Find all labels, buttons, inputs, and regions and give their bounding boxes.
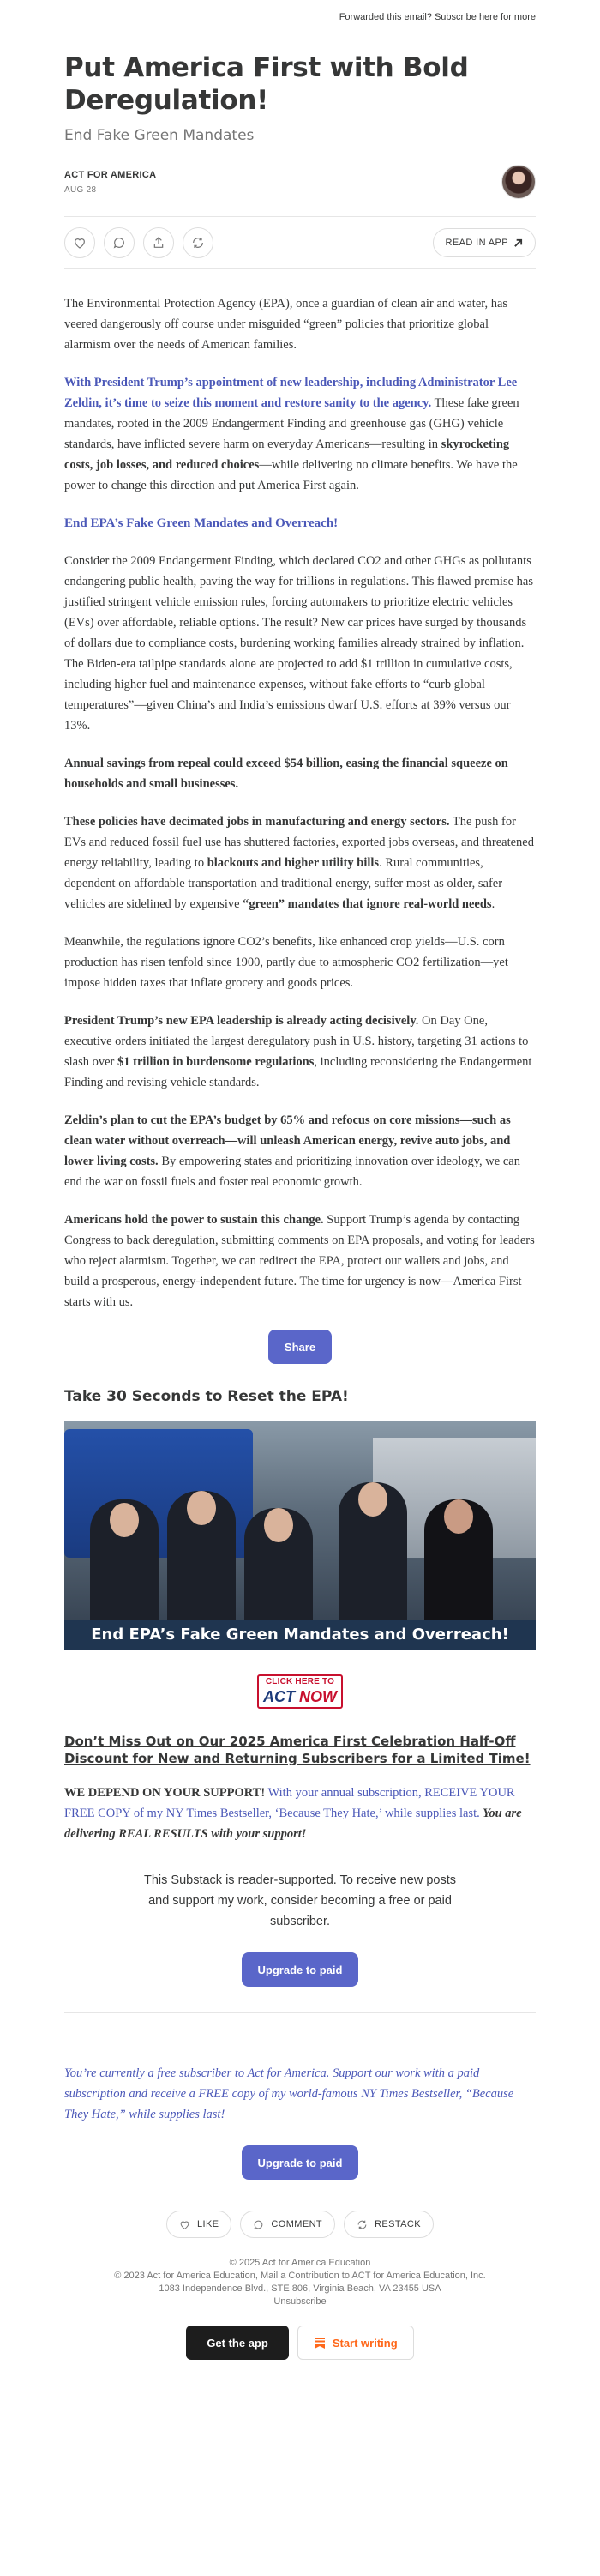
paragraph: Meanwhile, the regulations ignore CO2’s benefits, like enhanced crop yields—U.S. corn production has risen tenfold since 1900, partly due to atmospheric CO2 fertilization—yet impose hidden taxes that inflate grocery and goods prices. — [64, 935, 508, 990]
paragraph: Consider the 2009 Endangerment Finding, which declared CO2 and other GHGs as pollutants endangering public health, paving the way for trillions in regulations. This flawed premise has justified stringent vehicle emission rules, forcing automakers to prioritize electric vehicles (EVs) over affordable, reliable options. The result? New car prices have surged by thousands of dollars due to compliance costs, burdening working families already strained by inflation. The Biden-era tailpipe standards alone are projected to add $1 trillion in cumulative costs, including higher fuel and maintenance expenses, without fake efforts to “curb global temperatures”—given China’s and India’s emissions dwarf U.S. efforts at 39% versus our 13%. — [64, 554, 533, 733]
legal-footer: © 2025 Act for America Education © 2023 Act for America Education, Mail a Contribution to ACT for America Education, Inc. 1083 Independence Blvd., STE 806, Virginia Beach, VA 23455 USA Unsubscribe — [114, 2258, 486, 2307]
person-head — [444, 1499, 473, 1534]
footer-like-button[interactable]: LIKE — [166, 2211, 231, 2238]
comment-icon — [112, 236, 126, 250]
footer-restack-button[interactable]: RESTACK — [344, 2211, 434, 2238]
byline — [64, 165, 536, 199]
restack-icon — [191, 236, 205, 250]
read-in-app-button[interactable] — [433, 228, 536, 257]
post-subtitle: End Fake Green Mandates — [64, 127, 255, 144]
act-now-button[interactable] — [257, 1674, 343, 1709]
person-head — [264, 1508, 293, 1542]
paragraph: Zeldin’s plan to cut the EPA’s budget by 65% and refocus on core missions—such as clean water without overreach—will unleash American energy, revive auto jobs, and lower living costs. By empowering states and prioritizing innovation over ideology, we can end the war on fossil fuels and foster real economic growth. — [64, 1113, 520, 1189]
share-icon — [152, 236, 165, 250]
author-avatar[interactable] — [501, 165, 536, 199]
post-actions — [64, 216, 536, 269]
forward-bar — [64, 0, 536, 31]
share-icon-button[interactable] — [143, 227, 174, 258]
read-in-app-label: READ IN APP — [445, 238, 508, 248]
start-writing-button[interactable]: Start writing — [297, 2326, 414, 2360]
support-pitch: WE DEPEND ON YOUR SUPPORT! With your annual subscription, RECEIVE YOUR FREE COPY of my NY Times Bestseller, ‘Because They Hate,’ while supplies last. You are delivering REAL RESULTS with your support! — [64, 1786, 522, 1841]
restack-button[interactable] — [183, 227, 213, 258]
footer-comment-button[interactable]: COMMENT — [240, 2211, 335, 2238]
unsubscribe-link[interactable]: Unsubscribe — [273, 2296, 327, 2307]
comment-button[interactable] — [104, 227, 135, 258]
paragraph-link[interactable]: With President Trump’s appointment of new leadership, including Administrator Lee Zeldin, it’s time to seize this moment and restore sanity to the agency. — [64, 376, 518, 410]
arrow-up-right-icon — [513, 238, 523, 248]
subscribe-link[interactable]: Subscribe here — [434, 12, 498, 22]
section-heading: End EPA’s Fake Green Mandates and Overreach! — [64, 516, 339, 530]
reader-supported-text: This Substack is reader-supported. To receive new posts and support my work, consider becoming a free or paid subscriber. — [143, 1873, 457, 1928]
free-subscriber-note: You’re currently a free subscriber to Act for America. Support our work with a paid subscription and receive a FREE copy of my world-famous NY Times Bestseller, “Because They Hate,” while supplies last! — [64, 2066, 514, 2121]
paragraph: Annual savings from repeal could exceed $54 billion, easing the financial squeeze on households and small businesses. — [64, 757, 508, 791]
photo-banner: End EPA’s Fake Green Mandates and Overreach! — [64, 1620, 536, 1650]
act-now-line1: CLICK HERE TO — [265, 1677, 335, 1686]
share-button[interactable]: Share — [268, 1330, 332, 1364]
paragraph: These policies have decimated jobs in manufacturing and energy sectors. The push for EVs and reduced fossil fuel use has shuttered factories, exported jobs overseas, and threatened energy reliability, leading to blackouts and higher utility bills. Rural communities, dependent on affordable transportation and traditional energy, suffer most as older, safer vehicles are sidelined by expensive “green” mandates that ignore real-world needs. — [64, 815, 534, 911]
post-date: AUG 28 — [64, 184, 97, 195]
upgrade-button[interactable]: Upgrade to paid — [242, 1952, 358, 1987]
promo-link[interactable]: Don’t Miss Out on Our 2025 America First Celebration Half-Off Discount for New and Returning Subscribers for a Limited Time! — [64, 1734, 531, 1766]
footer-actions — [64, 2211, 536, 2238]
press-photo[interactable] — [64, 1421, 536, 1650]
act-now-line2: ACT NOW — [262, 1688, 337, 1705]
post-title[interactable]: Put America First with Bold Deregulation! — [64, 52, 469, 116]
restack-icon — [357, 2219, 368, 2230]
cta-heading: Take 30 Seconds to Reset the EPA! — [64, 1388, 349, 1405]
heart-icon — [179, 2219, 190, 2230]
upgrade-button-2[interactable]: Upgrade to paid — [242, 2145, 358, 2180]
person-head — [187, 1491, 216, 1525]
paragraph: The Environmental Protection Agency (EPA), once a guardian of clean air and water, has veered dangerously off course under misguided “green” policies that prioritize global alarmism over the needs of American families. — [64, 297, 508, 352]
paragraph: President Trump’s new EPA leadership is already acting decisively. On Day One, executive orders initiated the largest deregulatory push in U.S. history, targeting 31 actions to slash over $1 trillion in burdensome regulations, including reconsidering the Endangerment Finding and revising vehicle standards. — [64, 1014, 532, 1089]
publication-name[interactable]: ACT FOR AMERICA — [64, 169, 157, 180]
paragraph: Americans hold the power to sustain this change. Support Trump’s agenda by contacting Congress to back deregulation, submitting comments on EPA proposals, and voting for leaders who reject alarmism. Together, we can redirect the EPA, protect our wallets and jobs, and build a prosperous, energy-independent future. The time for urgency is now—America First starts with us. — [64, 1213, 535, 1309]
comment-icon — [253, 2219, 264, 2230]
get-app-button[interactable]: Get the app — [186, 2326, 289, 2360]
divider — [64, 2012, 536, 2013]
like-button[interactable] — [64, 227, 95, 258]
post-body — [64, 293, 536, 1312]
content-column — [64, 0, 536, 2360]
app-buttons — [64, 2326, 536, 2360]
paragraph: With President Trump’s appointment of new leadership, including Administrator Lee Zeldin, it’s time to seize this moment and restore sanity to the agency. These fake green mandates, rooted in the 2009 Endangerment Finding and greenhouse gas (GHG) vehicle standards, have inflicted severe harm on everyday Americans—resulting in skyrocketing costs, job losses, and reduced choices—while delivering no climate benefits. We have the power to change this direction and put America First again. — [64, 376, 519, 492]
forward-suffix: for more — [501, 12, 536, 22]
person-head — [358, 1482, 387, 1517]
heart-icon — [73, 236, 87, 250]
substack-logo-icon — [314, 2337, 326, 2349]
person-head — [110, 1503, 139, 1537]
forward-prefix: Forwarded this email? — [339, 12, 432, 22]
